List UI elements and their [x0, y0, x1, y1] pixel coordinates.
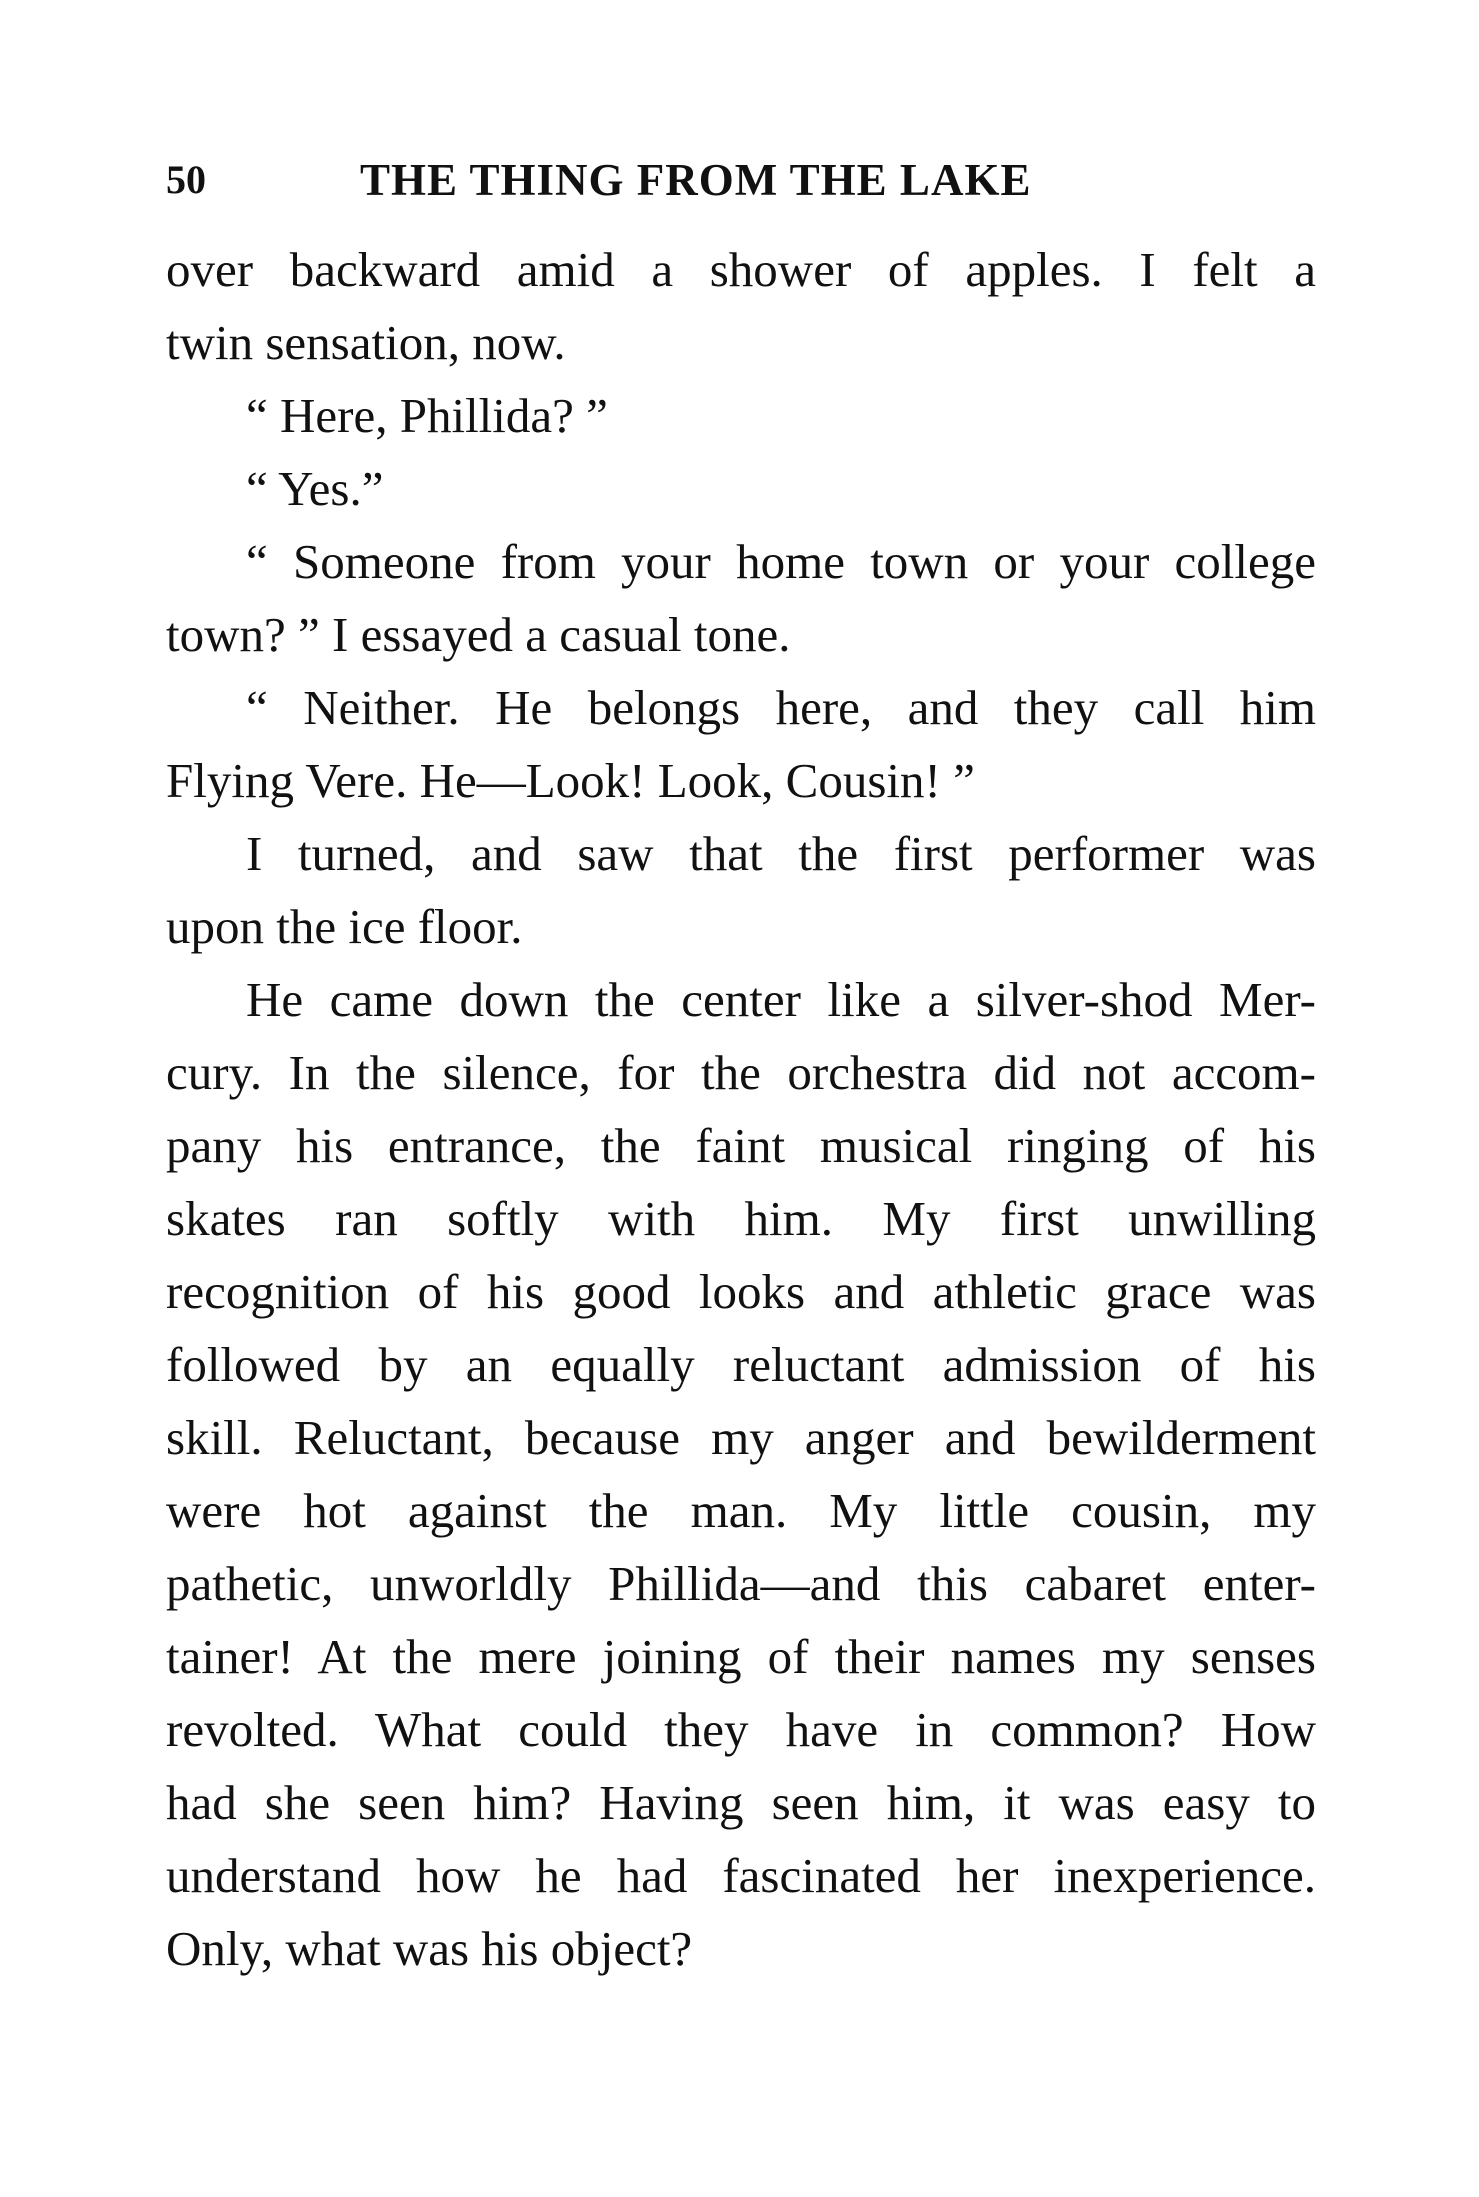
text-line: tainer! At the mere joining of their names my senses: [166, 1629, 1316, 1684]
text-line: skill. Reluctant, because my anger and bewilderment: [166, 1410, 1316, 1465]
text-line: I turned, and saw that the first performer was: [246, 826, 1316, 881]
text-line: had she seen him? Having seen him, it was easy to: [166, 1775, 1316, 1830]
text-line: over backward amid a shower of apples. I felt a: [166, 242, 1316, 297]
text-line: He came down the center like a silver-shod Mer-: [246, 972, 1316, 1027]
text-line: upon the ice floor.: [166, 899, 523, 954]
text-line: pathetic, unworldly Phillida—and this cabaret enter-: [166, 1556, 1316, 1611]
page-header: [166, 150, 1316, 210]
text-line: cury. In the silence, for the orchestra did not accom-: [166, 1045, 1316, 1100]
text-line: “ Neither. He belongs here, and they call him: [246, 680, 1316, 735]
text-line: understand how he had fascinated her inexperience.: [166, 1848, 1316, 1903]
text-line: were hot against the man. My little cousin, my: [166, 1483, 1316, 1538]
text-line: recognition of his good looks and athletic grace was: [166, 1264, 1316, 1319]
text-line: revolted. What could they have in common? How: [166, 1702, 1316, 1757]
text-line: “ Yes.”: [246, 461, 384, 516]
text-line: “ Here, Phillida? ”: [246, 388, 608, 443]
text-line: twin sensation, now.: [166, 315, 566, 370]
text-line: followed by an equally reluctant admission of his: [166, 1337, 1316, 1392]
text-line: skates ran softly with him. My first unwilling: [166, 1191, 1316, 1246]
page-number: 50: [166, 157, 206, 202]
text-line: “ Someone from your home town or your college: [246, 534, 1316, 589]
text-line: Flying Vere. He—Look! Look, Cousin! ”: [166, 753, 975, 808]
text-line: town? ” I essayed a casual tone.: [166, 607, 791, 662]
body-text: [166, 233, 1316, 1985]
text-line: pany his entrance, the faint musical ringing of his: [166, 1118, 1316, 1173]
running-title: THE THING FROM THE LAKE: [360, 155, 1032, 205]
text-line: Only, what was his object?: [166, 1921, 693, 1976]
